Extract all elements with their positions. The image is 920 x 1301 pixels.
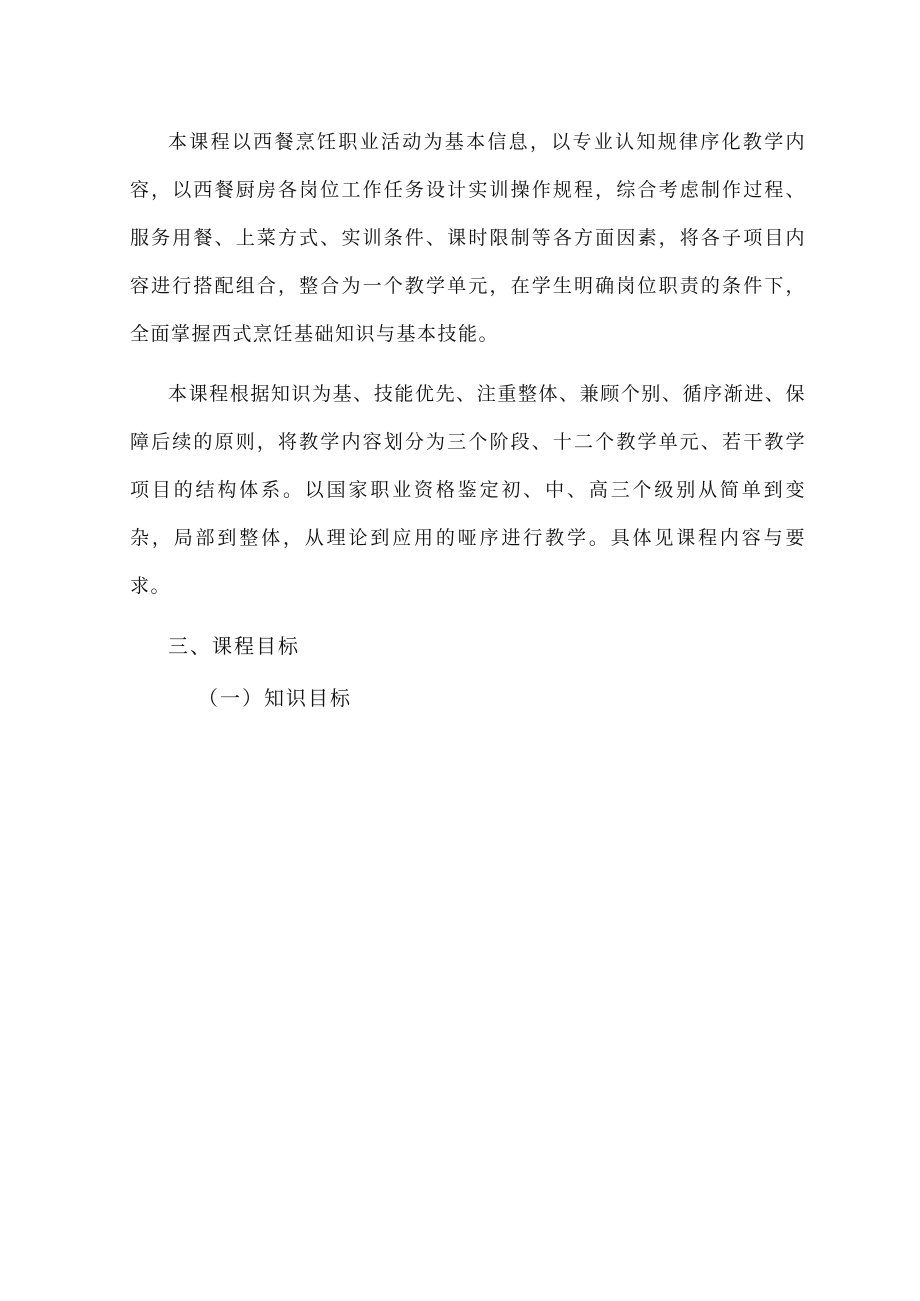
subsection-heading-knowledge-objectives: （一）知识目标	[198, 686, 352, 710]
paragraph-course-structure: 本课程以西餐烹饪职业活动为基本信息，以专业认知规律序化教学内容，以西餐厨房各岗位工作任务设计实训操作规程，综合考虑制作过程、服务用餐、上菜方式、实训条件、课时限制等各方面因素，将各子项目内容进行搭配组合，整合为一个教学单元，在学生明确岗位职责的条件下，全面掌握西式烹饪基础知识与基本技能。	[130, 131, 806, 345]
section-heading-course-objectives: 三、课程目标	[168, 634, 300, 658]
document-body	[130, 118, 806, 722]
paragraph-course-principles: 本课程根据知识为基、技能优先、注重整体、兼顾个别、循序渐进、保障后续的原则，将教学内容划分为三个阶段、十二个教学单元、若干教学项目的结构体系。以国家职业资格鉴定初、中、高三个级别从简单到变杂，局部到整体，从理论到应用的哑序进行教学。具体见课程内容与要求。	[130, 383, 806, 597]
